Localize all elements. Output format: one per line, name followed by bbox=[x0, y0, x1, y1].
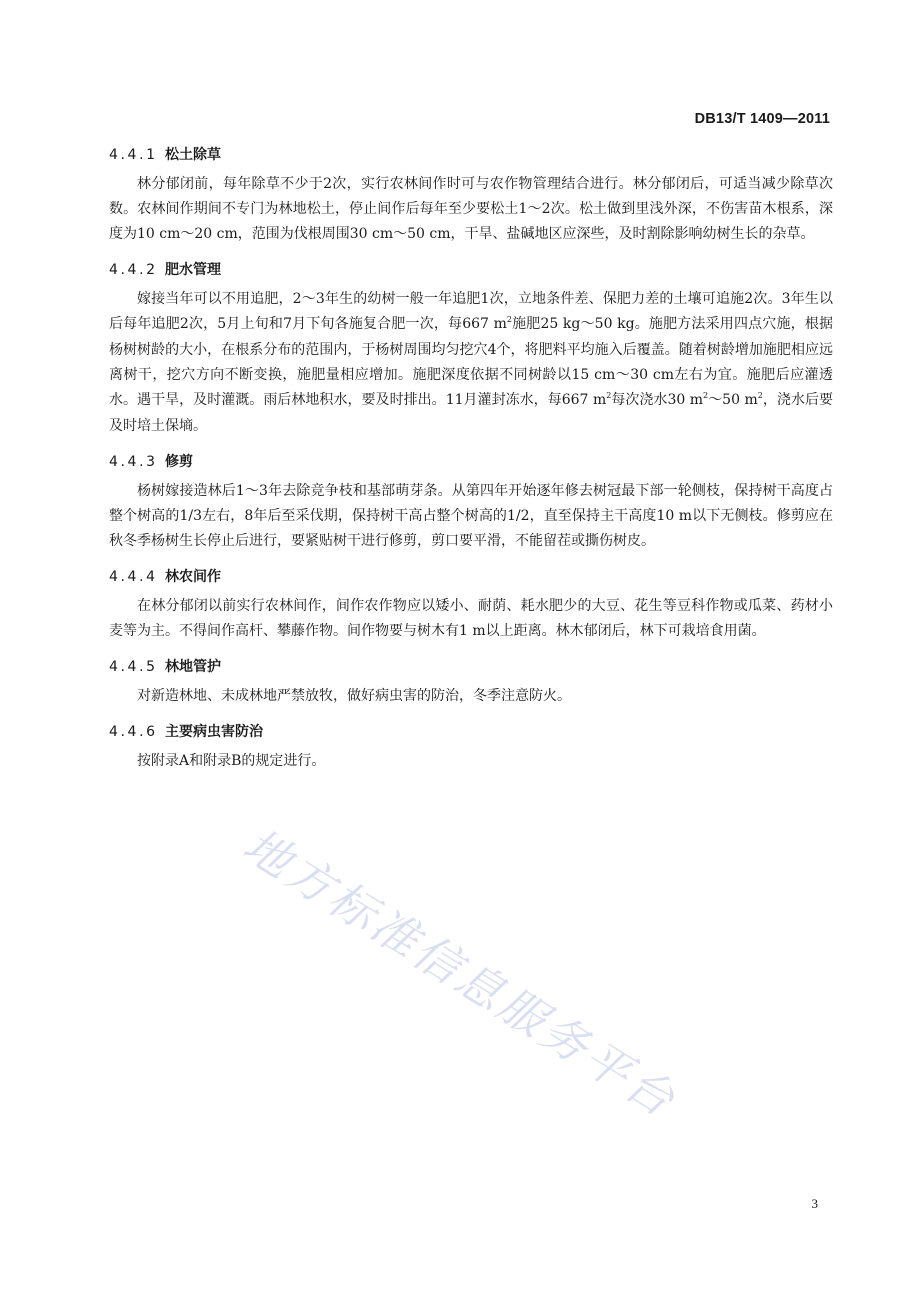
section-number: 4.4.3 bbox=[109, 454, 158, 470]
superscript: 2 bbox=[506, 315, 512, 324]
paragraph-text: 施肥25 kg～50 kg。施肥方法采用四点穴施，根据杨树树龄的大小，在根系分布的范围内，于杨树周围均匀挖穴4个，将肥料平均施入后覆盖。随着树龄增加施肥相应远离树干，挖穴方向不断变换，施肥量相应增加。施肥深度依据不同树龄以15 cm～30 cm左右为宜。施肥后应灌透水。遇干旱，及时灌溉。雨后林地积水，要及时排出。11月灌封冻水，每667 m bbox=[109, 316, 833, 408]
section-paragraph bbox=[109, 479, 833, 554]
section-heading-4-4-5 bbox=[109, 656, 833, 678]
section-heading-4-4-1 bbox=[109, 144, 833, 166]
watermark: 地方标准信息服务平台 bbox=[234, 817, 687, 1129]
section-paragraph bbox=[109, 594, 833, 644]
document-code: DB13/T 1409—2011 bbox=[694, 111, 830, 127]
paragraph-text: ～50 m bbox=[708, 392, 758, 408]
paragraph-text: 嫁接当年可以不用追肥，2～3年生的幼树一般一年追肥1次，立地条件差、保肥力差的土壤可追施2次。3年生以后每年追肥2次，5月上旬和7月下旬各施复合肥一次，每667 m bbox=[109, 291, 833, 332]
section-number: 4.4.4 bbox=[109, 569, 158, 585]
section-number: 4.4.5 bbox=[109, 659, 158, 675]
paragraph-text: 按附录A和附录B的规定进行。 bbox=[137, 753, 326, 769]
document-body bbox=[109, 144, 833, 774]
section-title: 松土除草 bbox=[165, 147, 221, 163]
superscript: 2 bbox=[606, 391, 612, 400]
paragraph-text: ，浇水后要及时培土保墒。 bbox=[109, 392, 834, 434]
paragraph-text: 杨树嫁接造林后1～3年去除竞争枝和基部萌芽条。从第四年开始逐年修去树冠最下部一轮侧枝，保持树干高度占整个树高的1/3左右，8年后至采伐期，保持树干高占整个树高的1/2，直至保持主干高度10 m以下无侧枝。修剪应在秋冬季杨树生长停止后进行，要紧贴树干进行修剪，剪口要平滑，不能留茬或撕伤树皮。 bbox=[109, 483, 833, 549]
paragraph-text: 在林分郁闭以前实行农林间作，间作农作物应以矮小、耐荫、耗水肥少的大豆、花生等豆科作物或瓜菜、药材小麦等为主。不得间作高杆、攀藤作物。间作物要与树木有1 m以上距离。林木郁闭后，林下可栽培食用菌。 bbox=[109, 598, 833, 639]
paragraph-text: 对新造林地、未成林地严禁放牧，做好病虫害的防治，冬季注意防火。 bbox=[137, 688, 571, 704]
paragraph-text: 林分郁闭前，每年除草不少于2次，实行农林间作时可与农作物管理结合进行。林分郁闭后，可适当减少除草次数。农林间作期间不专门为林地松土，停止间作后每年至少要松土1～2次。松土做到里浅外深，不伤害苗木根系，深度为10 cm～20 cm，范围为伐根周围30 cm～50 cm，干旱、盐碱地区应深些，及时割除影响幼树生长的杂草。 bbox=[109, 176, 833, 242]
section-title: 肥水管理 bbox=[165, 262, 221, 278]
section-paragraph bbox=[109, 684, 833, 709]
section-title: 林地管护 bbox=[165, 659, 221, 675]
section-paragraph bbox=[109, 172, 833, 247]
section-number: 4.4.2 bbox=[109, 262, 158, 278]
section-title: 林农间作 bbox=[165, 569, 221, 585]
section-title: 主要病虫害防治 bbox=[165, 724, 263, 740]
section-title: 修剪 bbox=[165, 454, 193, 470]
section-number: 4.4.1 bbox=[109, 147, 158, 163]
section-paragraph bbox=[109, 749, 833, 774]
page-number: 3 bbox=[811, 1196, 818, 1211]
section-paragraph bbox=[109, 287, 833, 439]
superscript: 2 bbox=[757, 391, 763, 400]
section-heading-4-4-6 bbox=[109, 721, 833, 743]
section-heading-4-4-4 bbox=[109, 566, 833, 588]
section-heading-4-4-3 bbox=[109, 451, 833, 473]
section-number: 4.4.6 bbox=[109, 724, 158, 740]
superscript: 2 bbox=[703, 391, 709, 400]
paragraph-text: 每次浇水30 m bbox=[611, 392, 704, 408]
section-heading-4-4-2 bbox=[109, 259, 833, 281]
